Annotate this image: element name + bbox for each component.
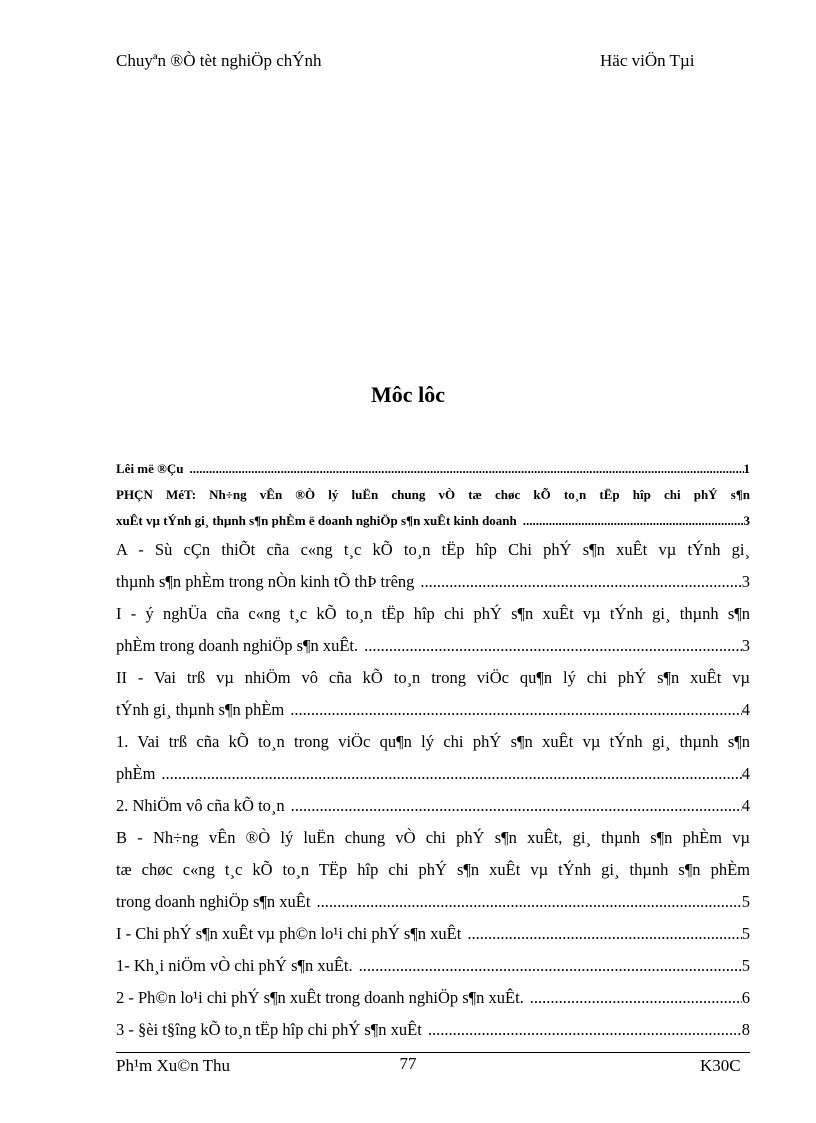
toc-entry-text: PHÇN MéT: Nh÷ng vÊn ®Ò lý luËn chung vÒ tæ chøc kÕ to¸n tËp hîp chi phÝ s¶n bbox=[116, 487, 750, 502]
table-of-contents bbox=[116, 456, 750, 1046]
toc-entry-text: 1. Vai trß cña kÕ to¸n trong viÖc qu¶n lý chi phÝ s¶n xuÊt vµ tÝnh gi¸ thµnh s¶n bbox=[116, 732, 750, 751]
toc-entry-text: thµnh s¶n phÈm trong nÒn kinh tÕ thÞ trêng bbox=[116, 572, 415, 591]
toc-page-number: 5 bbox=[741, 956, 750, 975]
footer-class: K30C bbox=[700, 1056, 741, 1075]
toc-entry bbox=[116, 508, 750, 534]
toc-entry-text: Lêi më ®Çu bbox=[116, 461, 184, 476]
toc-entry-text: 1- Kh¸i niÖm vÒ chi phÝ s¶n xuÊt. bbox=[116, 956, 353, 975]
toc-page-number: 5 bbox=[741, 892, 750, 911]
toc-entry-text: trong doanh nghiÖp s¶n xuÊt bbox=[116, 892, 311, 911]
toc-entry bbox=[116, 790, 750, 822]
toc-entry bbox=[116, 758, 750, 790]
toc-entry-text: tæ chøc c«ng t¸c kÕ to¸n TËp hîp chi phÝ s¶n xuÊt vµ tÝnh gi¸ thµnh s¶n phÈm bbox=[116, 860, 750, 879]
toc-leader-dots bbox=[359, 950, 742, 982]
toc-page-number: 6 bbox=[741, 988, 750, 1007]
toc-entry-text: B - Nh÷ng vÊn ®Ò lý luËn chung vÒ chi phÝ s¶n xuÊt, gi¸ thµnh s¶n phÈm vµ bbox=[116, 828, 750, 847]
toc-page-number: 3 bbox=[743, 513, 750, 528]
toc-page-number: 1 bbox=[743, 461, 750, 476]
toc-entry bbox=[116, 630, 750, 662]
toc-entry-text: I - Chi phÝ s¶n xuÊt vµ ph©n lo¹i chi phÝ s¶n xuÊt bbox=[116, 924, 462, 943]
toc-leader-dots bbox=[161, 758, 741, 790]
toc-entry bbox=[116, 694, 750, 726]
toc-entry bbox=[116, 918, 750, 950]
toc-entry bbox=[116, 950, 750, 982]
toc-page-number: 5 bbox=[741, 924, 750, 943]
toc-entry-text: tÝnh gi¸ thµnh s¶n phÈm bbox=[116, 700, 285, 719]
toc-leader-dots bbox=[530, 982, 742, 1014]
toc-leader-dots bbox=[316, 886, 741, 918]
toc-leader-dots bbox=[467, 918, 741, 950]
toc-entry-text: 3 - §èi t§îng kÕ to¸n tËp hîp chi phÝ s¶n xuÊt bbox=[116, 1020, 422, 1039]
toc-entry bbox=[116, 456, 750, 482]
header-left: Chuyªn ®Ò tèt nghiÖp chÝnh bbox=[116, 51, 322, 70]
toc-entry-text: phÈm trong doanh nghiÖp s¶n xuÊt. bbox=[116, 636, 359, 655]
toc-entry-text: II - Vai trß vµ nhiÖm vô cña kÕ to¸n trong viÖc qu¶n lý chi phÝ s¶n xuÊt vµ bbox=[116, 668, 750, 687]
toc-page-number: 4 bbox=[741, 700, 750, 719]
toc-page-number: 3 bbox=[741, 636, 750, 655]
toc-leader-dots bbox=[189, 456, 743, 482]
toc-leader-dots bbox=[420, 566, 741, 598]
toc-entry-text: 2. NhiÖm vô cña kÕ to¸n bbox=[116, 796, 285, 815]
toc-page-number: 4 bbox=[741, 796, 750, 815]
toc-page-number: 8 bbox=[741, 1020, 750, 1039]
toc-page-number: 3 bbox=[741, 572, 750, 591]
toc-entry bbox=[116, 982, 750, 1014]
footer-author: Ph¹m Xu©n Thu bbox=[116, 1056, 231, 1075]
toc-leader-dots bbox=[290, 694, 742, 726]
toc-entry bbox=[116, 886, 750, 918]
toc-entry-text: I - ý nghÜa cña c«ng t¸c kÕ to¸n tËp hîp chi phÝ s¶n xuÊt vµ tÝnh gi¸ thµnh s¶n bbox=[116, 604, 750, 623]
page-title: Môc lôc bbox=[371, 382, 445, 407]
toc-entry bbox=[116, 566, 750, 598]
toc-entry-text: xuÊt vµ tÝnh gi¸ thµnh s¶n phÈm ë doanh nghiÖp s¶n xuÊt kinh doanh bbox=[116, 513, 517, 528]
toc-leader-dots bbox=[291, 790, 742, 822]
toc-leader-dots bbox=[428, 1014, 742, 1046]
toc-entry-text: phÈm bbox=[116, 764, 156, 783]
footer-divider bbox=[116, 1052, 750, 1053]
toc-entry-text: 2 - Ph©n lo¹i chi phÝ s¶n xuÊt trong doanh nghiÖp s¶n xuÊt. bbox=[116, 988, 524, 1007]
toc-leader-dots bbox=[364, 630, 742, 662]
header-right: Häc viÖn Tµi bbox=[600, 51, 695, 70]
toc-entry bbox=[116, 1014, 750, 1046]
toc-leader-dots bbox=[523, 508, 744, 534]
footer-page-number: 77 bbox=[399, 1054, 417, 1073]
toc-entry-text: A - Sù cÇn thiÕt cña c«ng t¸c kÕ to¸n tËp hîp Chi phÝ s¶n xuÊt vµ tÝnh gi¸ bbox=[116, 540, 750, 559]
toc-page-number: 4 bbox=[741, 764, 750, 783]
